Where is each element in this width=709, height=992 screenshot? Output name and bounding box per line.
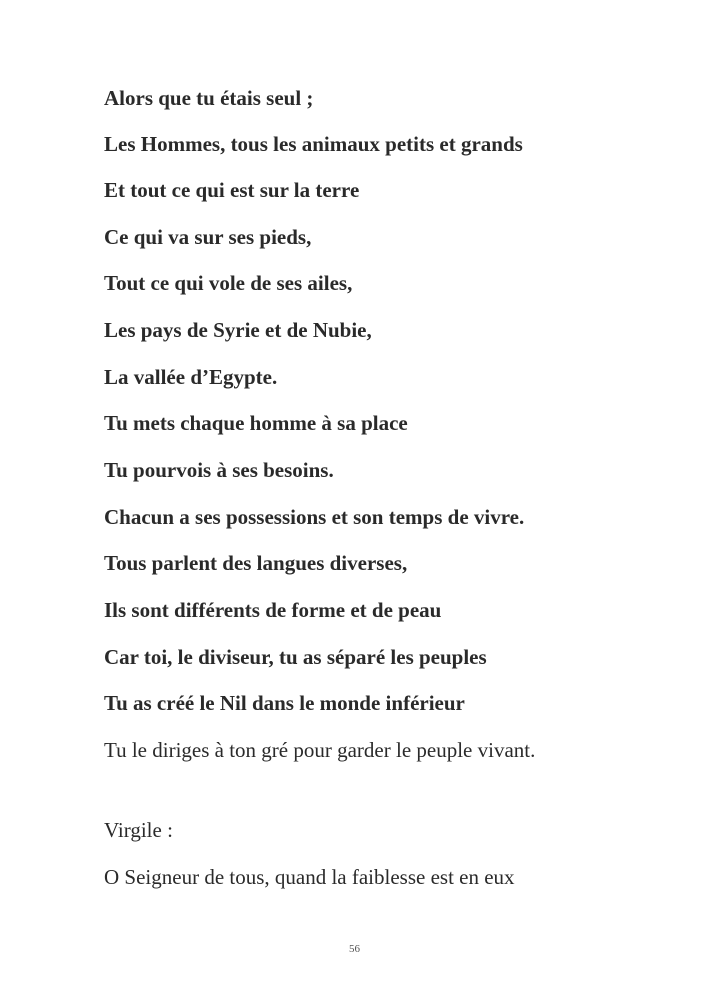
poem-line: Les Hommes, tous les animaux petits et grands [104, 132, 523, 156]
poem-line: Et tout ce qui est sur la terre [104, 178, 360, 202]
poem-line: Ce qui va sur ses pieds, [104, 225, 312, 249]
poem-line: Tu mets chaque homme à sa place [104, 411, 408, 435]
speaker-name: Virgile : [104, 818, 173, 842]
poem-line: Tu pourvois à ses besoins. [104, 458, 334, 482]
speech-line: O Seigneur de tous, quand la faiblesse est en eux [104, 865, 515, 889]
poem-line: Alors que tu étais seul ; [104, 86, 314, 110]
poem-line: Chacun a ses possessions et son temps de vivre. [104, 505, 525, 529]
poem-line: Ils sont différents de forme et de peau [104, 598, 442, 622]
poem-line: Tous parlent des langues diverses, [104, 551, 408, 575]
page-number: 56 [349, 943, 360, 955]
poem-line: Tu as créé le Nil dans le monde inférieur [104, 691, 465, 715]
poem-line: Les pays de Syrie et de Nubie, [104, 318, 372, 342]
poem-line: Car toi, le diviseur, tu as séparé les peuples [104, 645, 487, 669]
poem-line: Tout ce qui vole de ses ailes, [104, 271, 353, 295]
poem-line: La vallée d’Egypte. [104, 365, 278, 389]
poem-line: Tu le diriges à ton gré pour garder le peuple vivant. [104, 738, 536, 762]
